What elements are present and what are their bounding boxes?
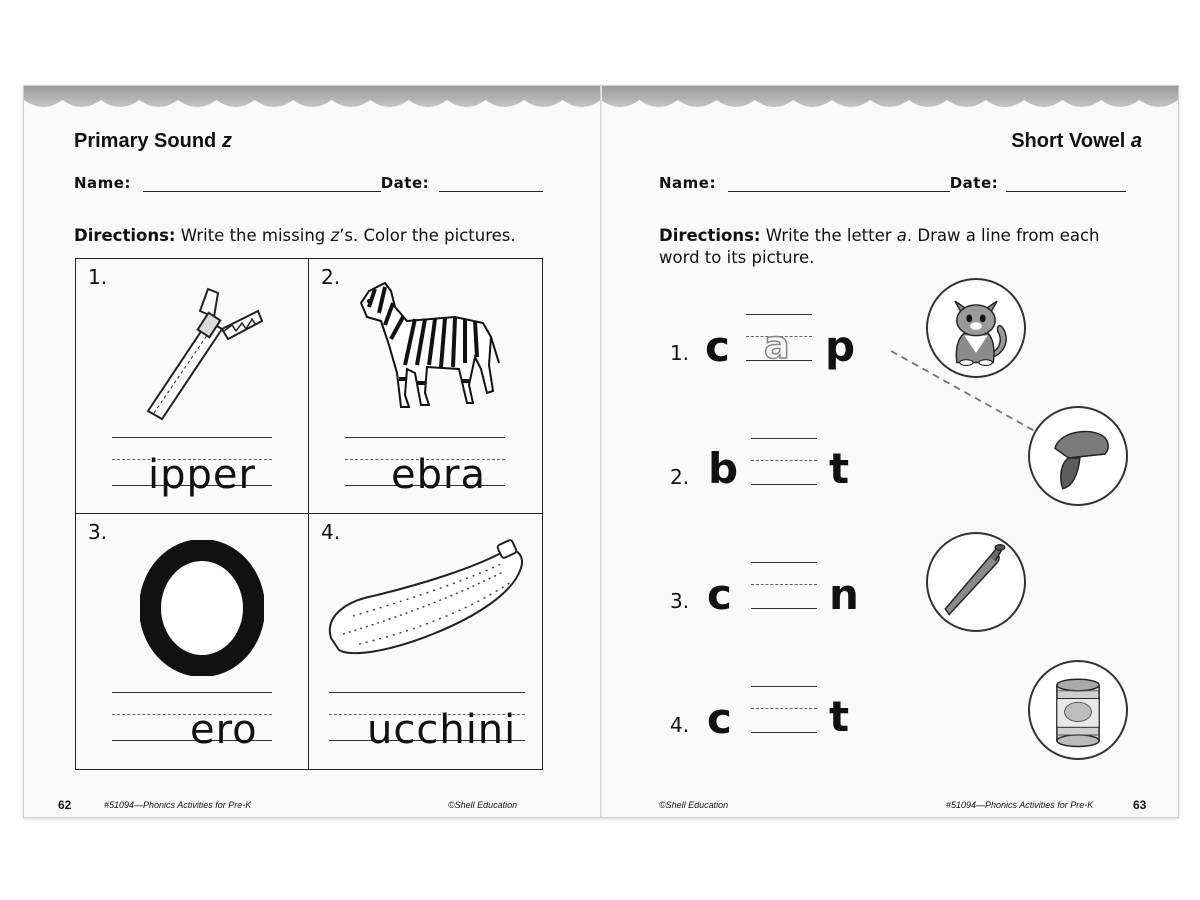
footer-left: #51094—Phonics Activities for Pre-K	[104, 800, 252, 810]
letter-blank[interactable]	[751, 562, 817, 610]
letter-blank[interactable]	[746, 314, 812, 367]
row-number: 4.	[670, 713, 690, 737]
grid-cell-zebra	[309, 259, 542, 514]
bat-icon	[928, 534, 1024, 630]
book-spread	[23, 85, 1179, 818]
directions-label: Directions:	[74, 226, 176, 245]
zero-icon	[140, 540, 264, 676]
date-label: Date:	[949, 174, 999, 192]
title-letter: z	[221, 130, 232, 152]
last-letter: t	[829, 444, 850, 493]
page-number: 63	[1133, 798, 1147, 812]
directions-text: Write the missing	[175, 226, 331, 245]
page-title	[74, 130, 232, 153]
can-icon	[1030, 662, 1126, 758]
directions	[659, 225, 1100, 269]
footer-right: #51094—Phonics Activities for Pre-K	[946, 800, 1094, 810]
footer-right: ©Shell Education	[448, 800, 518, 810]
first-letter: c	[707, 570, 732, 619]
can-picture[interactable]	[1028, 660, 1128, 760]
title-text: Primary Sound	[74, 130, 217, 152]
cat-picture[interactable]	[926, 278, 1026, 378]
date-label: Date:	[380, 174, 430, 192]
name-date-row	[74, 174, 543, 192]
row-number: 1.	[670, 341, 690, 365]
cell-number: 3.	[88, 520, 108, 544]
word-row-3	[601, 552, 1178, 622]
cell-number: 2.	[321, 265, 341, 289]
cell-number: 1.	[88, 265, 108, 289]
word-fragment: ero	[190, 707, 258, 753]
word-fragment: ucchini	[367, 707, 517, 753]
first-letter: b	[708, 444, 739, 493]
name-field[interactable]	[728, 177, 950, 192]
last-letter: t	[829, 692, 850, 741]
zucchini-icon	[323, 538, 529, 668]
page-title	[1011, 130, 1142, 153]
row-number: 2.	[670, 465, 690, 489]
footer-left: ©Shell Education	[659, 800, 729, 810]
cat-icon	[928, 280, 1024, 376]
picture-grid	[75, 258, 543, 770]
last-letter: p	[825, 322, 856, 371]
last-letter: n	[829, 570, 859, 619]
left-page	[24, 86, 601, 817]
directions-letter: a	[896, 226, 907, 245]
grid-cell-zucchini	[309, 514, 542, 769]
name-label: Name:	[659, 174, 716, 192]
right-page	[601, 86, 1178, 817]
name-field[interactable]	[143, 177, 381, 192]
title-text: Short Vowel	[1011, 130, 1126, 152]
zipper-icon	[138, 281, 268, 421]
traced-letter: a	[764, 323, 790, 367]
directions-text-end: word to its picture.	[659, 248, 815, 267]
letter-blank[interactable]	[751, 438, 817, 486]
cap-picture[interactable]	[1028, 406, 1128, 506]
cap-icon	[1030, 408, 1126, 504]
directions-letter: z	[330, 226, 340, 245]
zebra-icon	[355, 273, 505, 413]
directions-text: Write the letter	[760, 226, 897, 245]
first-letter: c	[705, 322, 730, 371]
date-field[interactable]	[439, 177, 543, 192]
word-fragment: ebra	[391, 452, 486, 498]
directions-text-mid: . Draw a line from each	[906, 226, 1100, 245]
word-fragment: ipper	[148, 452, 256, 498]
grid-cell-zero	[76, 514, 309, 769]
directions	[74, 225, 516, 247]
name-label: Name:	[74, 174, 131, 192]
first-letter: c	[707, 694, 732, 743]
directions-text-end: ’s. Color the pictures.	[339, 226, 516, 245]
letter-blank[interactable]	[751, 686, 817, 734]
directions-label: Directions:	[659, 226, 761, 245]
row-number: 3.	[670, 589, 690, 613]
title-letter: a	[1130, 130, 1142, 152]
cell-number: 4.	[321, 520, 341, 544]
name-date-row	[659, 174, 1126, 192]
page-number: 62	[58, 798, 72, 812]
date-field[interactable]	[1006, 177, 1126, 192]
grid-cell-zipper	[76, 259, 309, 514]
bat-picture[interactable]	[926, 532, 1026, 632]
